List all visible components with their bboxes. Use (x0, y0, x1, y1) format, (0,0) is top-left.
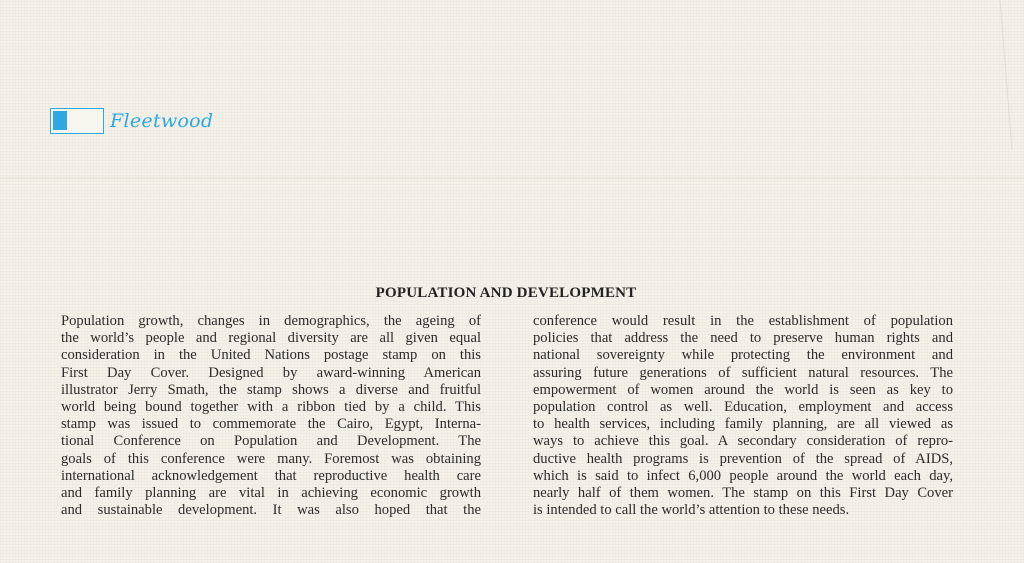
article-line: population control as well. Education, employment and access (533, 399, 953, 416)
article-line: the world’s people and regional diversity are all given equal (61, 330, 481, 347)
article-line: and sustainable development. It was also hoped that the (61, 502, 481, 519)
article-line: Population growth, changes in demographics, the ageing of (61, 313, 481, 329)
article-line: consideration in the United Nations postage stamp on this (61, 347, 481, 364)
article-column-right (533, 313, 953, 519)
article-line: ways to achieve this goal. A secondary consideration of repro- (533, 433, 953, 450)
envelope-flap (0, 0, 1024, 200)
article-line: ductive health programs is prevention of the spread of AIDS, (533, 450, 953, 467)
article-line: goals of this conference were many. Foremost was obtaining (61, 450, 481, 467)
article-line: nearly half of them women. The stamp on this First Day Cover (533, 485, 953, 502)
article-line: international acknowledgement that reproductive health care (61, 467, 481, 484)
article-title: POPULATION AND DEVELOPMENT (375, 285, 637, 301)
logo-brand-text: Fleetwood (110, 110, 214, 132)
article-line: First Day Cover. Designed by award-winning American (61, 364, 481, 381)
article-line: and family planning are vital in achieving economic growth (61, 485, 481, 502)
article-line: is intended to call the world’s attention to these needs. (533, 502, 850, 519)
fleetwood-logo (50, 108, 213, 134)
article-line: assuring future generations of sufficient natural resources. The (533, 364, 953, 381)
article-line: world being bound together with a ribbon tied by a child. This (61, 399, 481, 416)
article-line: tional Conference on Population and Development. The (61, 433, 481, 450)
article-line: conference would result in the establishment of population (533, 313, 953, 329)
article-column-left (61, 313, 481, 519)
article-line: policies that address the need to preserve human rights and (533, 330, 953, 347)
article-line: which is said to infect 6,000 people around the world each day, (533, 467, 953, 484)
logo-box-icon (50, 108, 104, 134)
article-line: illustrator Jerry Smath, the stamp shows a diverse and fruitful (61, 381, 481, 398)
article-line: stamp was issued to commemorate the Cairo, Egypt, Interna- (61, 416, 481, 433)
article-line: to health services, including family planning, are all viewed as (533, 416, 953, 433)
article-line: national sovereignty while protecting the environment and (533, 347, 953, 364)
logo-box-fill (53, 111, 67, 130)
article-line: empowerment of women around the world is seen as key to (533, 381, 953, 398)
